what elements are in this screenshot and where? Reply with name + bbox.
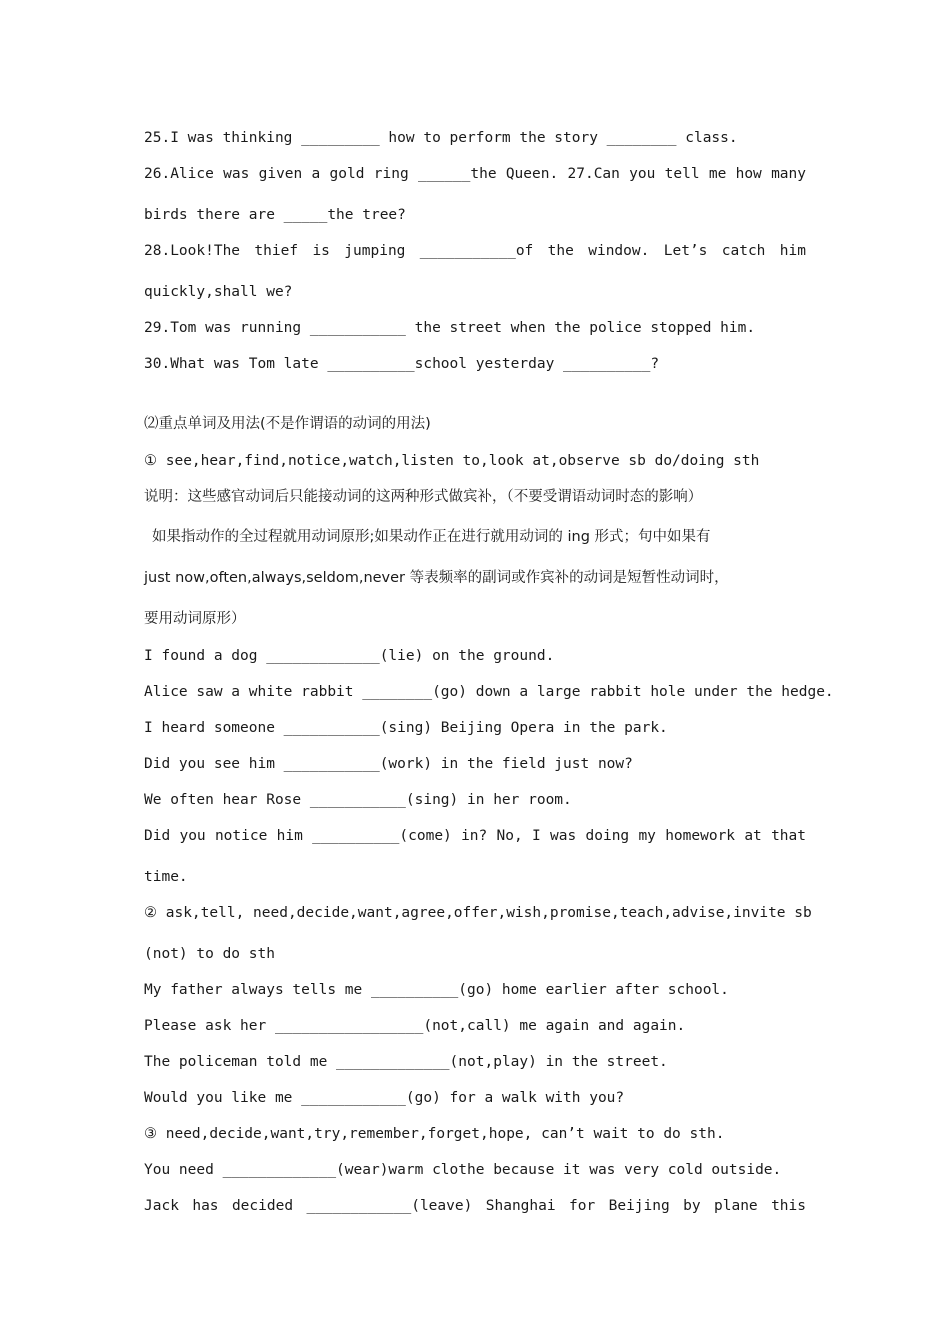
- exercise-25: 25.I was thinking _________ how to perform the story ________ class.: [144, 130, 738, 146]
- note-line-2: 如果指动作的全过程就用动词原形;如果动作正在进行就用动词的 ing 形式；句中如果有: [152, 529, 711, 545]
- example-line: I heard someone ___________(sing) Beijing Opera in the park.: [144, 720, 668, 736]
- example-line: My father always tells me __________(go) home earlier after school.: [144, 982, 729, 998]
- example-line: Did you notice him __________(come) in? No, I was doing my homework at that: [144, 828, 806, 844]
- exercise-28-cont: quickly,shall we?: [144, 284, 293, 300]
- example-line: The policeman told me _____________(not,play) in the street.: [144, 1054, 668, 1070]
- section-heading: ⑵重点单词及用法(不是作谓语的动词的用法): [144, 416, 431, 432]
- rule-1: ① see,hear,find,notice,watch,listen to,look at,observe sb do/doing sth: [144, 453, 760, 469]
- exercise-29: 29.Tom was running ___________ the street when the police stopped him.: [144, 320, 756, 336]
- example-line: Please ask her _________________(not,call) me again and again.: [144, 1018, 686, 1034]
- example-line: Alice saw a white rabbit ________(go) down a large rabbit hole under the hedge.: [144, 684, 834, 700]
- example-line: We often hear Rose ___________(sing) in her room.: [144, 792, 572, 808]
- note-line-4: 要用动词原形）: [144, 611, 246, 627]
- rule-2-cont: (not) to do sth: [144, 946, 275, 962]
- exercise-28: 28.Look!The thief is jumping ___________of the window. Let’s catch him: [144, 243, 806, 259]
- example-line: time.: [144, 869, 188, 885]
- note-line-3: just now,often,always,seldom,never 等表频率的副词或作宾补的动词是短暂性动词时，: [144, 570, 729, 586]
- rule-3: ③ need,decide,want,try,remember,forget,hope, can’t wait to do sth.: [144, 1126, 725, 1142]
- exercise-30: 30.What was Tom late __________school yesterday __________?: [144, 356, 660, 372]
- example-line: Would you like me ____________(go) for a walk with you?: [144, 1090, 625, 1106]
- example-line: Did you see him ___________(work) in the field just now?: [144, 756, 633, 772]
- exercise-27-cont: birds there are _____the tree?: [144, 207, 406, 223]
- example-line: I found a dog _____________(lie) on the ground.: [144, 648, 555, 664]
- rule-2: ② ask,tell, need,decide,want,agree,offer,wish,promise,teach,advise,invite sb: [144, 905, 812, 921]
- note-line-1: 说明：这些感官动词后只能接动词的这两种形式做宾补，（不要受谓语动词时态的影响）: [144, 489, 703, 505]
- example-line: Jack has decided ____________(leave) Shanghai for Beijing by plane this: [144, 1198, 806, 1214]
- example-line: You need _____________(wear)warm clothe because it was very cold outside.: [144, 1162, 782, 1178]
- exercise-26-27: 26.Alice was given a gold ring ______the Queen. 27.Can you tell me how many: [144, 166, 806, 182]
